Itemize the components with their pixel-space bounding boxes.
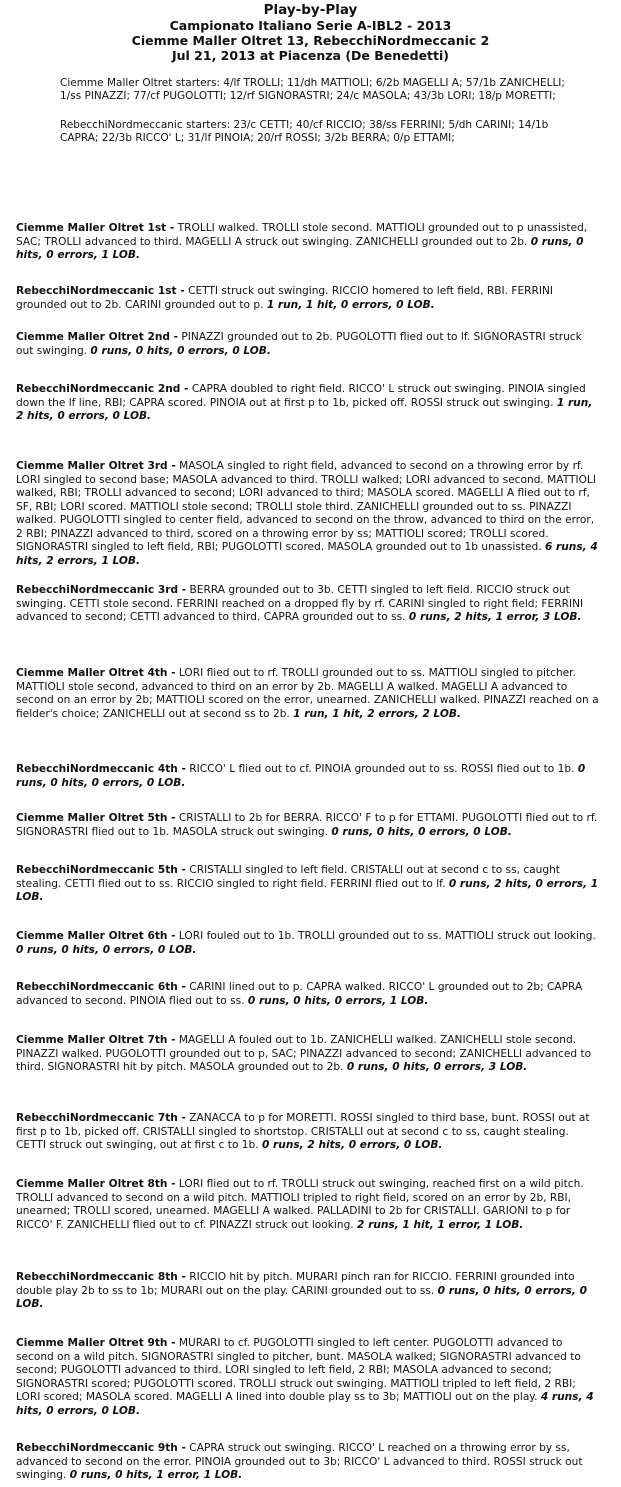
inning-summary: 1 run, 2 hits, 0 errors, 0 LOB.: [16, 396, 593, 422]
inning-entry: [16, 460, 599, 568]
inning-summary: 0 runs, 0 hits, 0 errors, 0 LOB.: [331, 825, 512, 838]
inning-team-label: RebecchiNordmeccanic 3rd -: [16, 584, 187, 596]
inning-team-label: Ciemme Maller Oltret 4th -: [16, 667, 176, 679]
inning-summary: 1 run, 1 hit, 0 errors, 0 LOB.: [266, 298, 435, 311]
inning-entry: [16, 331, 599, 358]
inning-summary: 0 runs, 0 hits, 0 errors, 0 LOB.: [90, 344, 271, 357]
home-starters: Ciemme Maller Oltret starters: 4/lf TROLLI; 11/dh MATTIOLI; 6/2b MAGELLI A; 57/1b ZANICHELLI; 1/ss PINAZZI; 77/cf PUGOLOTTI; 12/rf SIGNORASTRI; 24/c MASOLA; 43/3b LORI; 18/p MORETTI;: [60, 77, 565, 103]
inning-team-label: RebecchiNordmeccanic 4th -: [16, 763, 186, 775]
inning-team-label: Ciemme Maller Oltret 5th -: [16, 812, 176, 824]
inning-summary: 0 runs, 2 hits, 0 errors, 0 LOB.: [262, 1139, 443, 1151]
inning-entry: [16, 981, 599, 1008]
inning-entry: [16, 930, 599, 957]
inning-summary: 0 runs, 0 hits, 1 error, 1 LOB.: [69, 1469, 243, 1481]
inning-summary: 0 runs, 0 hits, 0 errors, 1 LOB.: [247, 994, 429, 1007]
inning-summary: 0 runs, 2 hits, 1 error, 3 LOB.: [408, 611, 582, 623]
inning-summary: 0 runs, 0 hits, 0 errors, 0 LOB.: [16, 1284, 587, 1310]
inning-summary: 0 runs, 0 hits, 0 errors, 0 LOB.: [16, 763, 586, 789]
page-title: Play-by-Play: [263, 2, 358, 18]
inning-summary: 6 runs, 4 hits, 2 errors, 1 LOB.: [16, 541, 598, 567]
inning-summary: 1 run, 1 hit, 2 errors, 2 LOB.: [293, 707, 462, 720]
inning-play-text: LORI flied out to rf. TROLLI grounded out to ss. MATTIOLI singled to pitcher. MATTIOLI stole second, advanced to third on an error by 2b. MAGELLI A walked. MAGELLI A advanced to second on an error by 2b; MATTIOLI scored on the error, unearned. ZANICHELLI walked. PINAZZI reached on a fielder's choice; ZANICHELLI out at second ss to 2b.: [16, 667, 599, 720]
inning-team-label: RebecchiNordmeccanic 5th -: [16, 864, 186, 876]
inning-team-label: RebecchiNordmeccanic 6th -: [16, 981, 186, 993]
away-starters: RebecchiNordmeccanic starters: 23/c CETTI; 40/cf RICCIO; 38/ss FERRINI; 5/dh CARINI; 14/1b CAPRA; 22/3b RICCO' L; 31/lf PINOIA; 20/rf ROSSI; 3/2b BERRA; 0/p ETTAMI;: [60, 118, 549, 145]
inning-play-text: CAPRA doubled to right field. RICCO' L struck out swinging. PINOIA singled down the lf line, RBI; CAPRA scored. PINOIA out at first p to 1b, picked off. ROSSI struck out swinging.: [16, 383, 586, 409]
inning-play-text: CRISTALLI to 2b for BERRA. RICCO' F to p for ETTAMI. PUGOLOTTI flied out to rf. SIGNORASTRI flied out to 1b. MASOLA struck out swinging.: [16, 812, 598, 838]
inning-play-text: MURARI to cf. PUGOLOTTI singled to left center. PUGOLOTTI advanced to second on a wild pitch. SIGNORASTRI singled to pitcher, bunt. MASOLA walked; SIGNORASTRI advanced to second; PUGOLOTTI advanced to third. LORI singled to left field, 2 RBI; MASOLA advanced to second; SIGNORASTRI scored; PUGOLOTTI scored. TROLLI struck out swinging. MATTIOLI tripled to left field, 2 RBI; LORI scored; MASOLA scored. MAGELLI A lined into double play ss to 3b; MATTIOLI out on the play.: [16, 1337, 581, 1403]
inning-summary: 0 runs, 0 hits, 0 errors, 3 LOB.: [346, 1061, 528, 1073]
inning-play-text: BERRA grounded out to 3b. CETTI singled to left field. RICCIO struck out swinging. CETTI stole second. FERRINI reached on a dropped fly by rf. CARINI singled to right field; FERRINI advanced to second; CETTI advanced to third. CAPRA grounded out to ss.: [16, 584, 584, 623]
inning-play-text: CARINI lined out to p. CAPRA walked. RICCO' L grounded out to 2b; CAPRA advanced to second. PINOIA flied out to ss.: [16, 981, 583, 1007]
inning-entry: [16, 222, 599, 263]
inning-entry: [16, 285, 599, 312]
inning-team-label: Ciemme Maller Oltret 2nd -: [16, 331, 179, 343]
inning-entry: [16, 1034, 599, 1075]
game-date-venue: Jul 21, 2013 at Piacenza (De Benedetti): [172, 48, 449, 63]
inning-play-text: LORI fouled out to 1b. TROLLI grounded out to ss. MATTIOLI struck out looking.: [175, 930, 596, 942]
inning-summary: 4 runs, 4 hits, 0 errors, 0 LOB.: [16, 1391, 594, 1417]
inning-entry: [16, 763, 599, 790]
inning-play-text: ZANACCA to p for MORETTI. ROSSI singled to third base, bunt. ROSSI out at first p to 1b, picked off. CRISTALLI singled to shortstop. CRISTALLI out at second c to ss, caught stealing. CETTI struck out swinging, out at first c to 1b.: [16, 1112, 590, 1151]
league-title: Campionato Italiano Serie A-IBL2 - 2013: [169, 18, 452, 33]
inning-play-text: MAGELLI A fouled out to 1b. ZANICHELLI walked. ZANICHELLI stole second. PINAZZI walked. PUGOLOTTI grounded out to p, SAC; PINAZZI advanced to second; ZANICHELLI advanced to third. SIGNORASTRI hit by pitch. MASOLA grounded out to 2b.: [16, 1034, 592, 1073]
inning-team-label: RebecchiNordmeccanic 2nd -: [16, 383, 189, 395]
inning-play-text: LORI flied out to rf. TROLLI struck out swinging, reached first on a wild pitch. TROLLI advanced to second on a wild pitch. MATTIOLI tripled to right field, scored on an error by 2b, RBI, unearned; TROLLI scored, unearned. MAGELLI A walked. PALLADINI to 2b for CRISTALLI. GARIONI to p for RICCO' F. ZANICHELLI flied out to cf. PINAZZI struck out looking.: [16, 1178, 584, 1231]
inning-play-text: CRISTALLI singled to left field. CRISTALLI out at second c to ss, caught stealing. CETTI flied out to ss. RICCIO singled to right field. FERRINI flied out to lf.: [16, 864, 560, 890]
inning-play-text: PINAZZI grounded out to 2b. PUGOLOTTI flied out to lf. SIGNORASTRI struck out swinging.: [16, 331, 582, 357]
inning-team-label: RebecchiNordmeccanic 8th -: [16, 1271, 186, 1283]
inning-entry: [16, 1271, 599, 1312]
inning-play-text: TROLLI walked. TROLLI stole second. MATTIOLI grounded out to p unassisted, SAC; TROLLI advanced to third. MAGELLI A struck out swinging. ZANICHELLI grounded out to 2b.: [16, 222, 588, 248]
inning-entry: [16, 1178, 599, 1232]
inning-play-text: CAPRA struck out swinging. RICCO' L reached on a throwing error by ss, advanced to second on the error. PINOIA grounded out to 3b; RICCO' L advanced to third. ROSSI struck out swinging.: [16, 1442, 583, 1481]
inning-entry: [16, 1112, 599, 1153]
inning-play-text: MASOLA singled to right field, advanced to second on a throwing error by rf. LORI singled to second base; MASOLA advanced to third. TROLLI walked; LORI advanced to second. MATTIOLI walked, RBI; TROLLI advanced to second; LORI advanced to third; MASOLA scored. MAGELLI A flied out to rf, SF, RBI; LORI scored. MATTIOLI stole second; TROLLI stole third. ZANICHELLI grounded out to ss. PINAZZI walked. PUGOLOTTI singled to center field, advanced to second on the throw, advanced to third on the error, 2 RBI; PINAZZI advanced to third, scored on a throwing error by ss; MATTIOLI scored; TROLLI scored. SIGNORASTRI singled to left field, RBI; PUGOLOTTI scored. MASOLA grounded out to 1b unassisted.: [16, 460, 596, 553]
final-score: Ciemme Maller Oltret 13, RebecchiNordmeccanic 2: [131, 33, 490, 48]
inning-summary: 0 runs, 0 hits, 0 errors, 0 LOB.: [16, 943, 197, 956]
inning-play-text: CETTI struck out swinging. RICCIO homered to left field, RBI. FERRINI grounded out to 2b. CARINI grounded out to p.: [16, 285, 554, 311]
inning-play-text: RICCIO hit by pitch. MURARI pinch ran for RICCIO. FERRINI grounded into double play 2b to ss to 1b; MURARI out on the play. CARINI grounded out to ss.: [16, 1271, 575, 1297]
inning-team-label: RebecchiNordmeccanic 7th -: [16, 1112, 186, 1124]
inning-entry: [16, 667, 599, 721]
inning-summary: 2 runs, 1 hit, 1 error, 1 LOB.: [357, 1218, 524, 1231]
inning-team-label: Ciemme Maller Oltret 8th -: [16, 1178, 176, 1190]
inning-entry: [16, 812, 599, 839]
inning-entry: [16, 1337, 599, 1418]
inning-summary: 0 runs, 2 hits, 0 errors, 1 LOB.: [16, 877, 599, 903]
inning-entry: [16, 864, 599, 905]
inning-team-label: Ciemme Maller Oltret 1st -: [16, 222, 175, 234]
inning-entry: [16, 1442, 599, 1483]
inning-team-label: Ciemme Maller Oltret 3rd -: [16, 460, 176, 472]
inning-entry: [16, 584, 599, 625]
inning-team-label: Ciemme Maller Oltret 9th -: [16, 1337, 176, 1349]
inning-play-text: RICCO' L flied out to cf. PINOIA grounded out to ss. ROSSI flied out to 1b.: [185, 763, 578, 775]
inning-team-label: Ciemme Maller Oltret 6th -: [16, 930, 176, 942]
inning-summary: 0 runs, 0 hits, 0 errors, 1 LOB.: [16, 235, 584, 261]
inning-team-label: RebecchiNordmeccanic 1st -: [16, 285, 185, 297]
inning-entry: [16, 383, 599, 424]
inning-team-label: RebecchiNordmeccanic 9th -: [16, 1442, 186, 1454]
inning-team-label: Ciemme Maller Oltret 7th -: [16, 1034, 176, 1046]
